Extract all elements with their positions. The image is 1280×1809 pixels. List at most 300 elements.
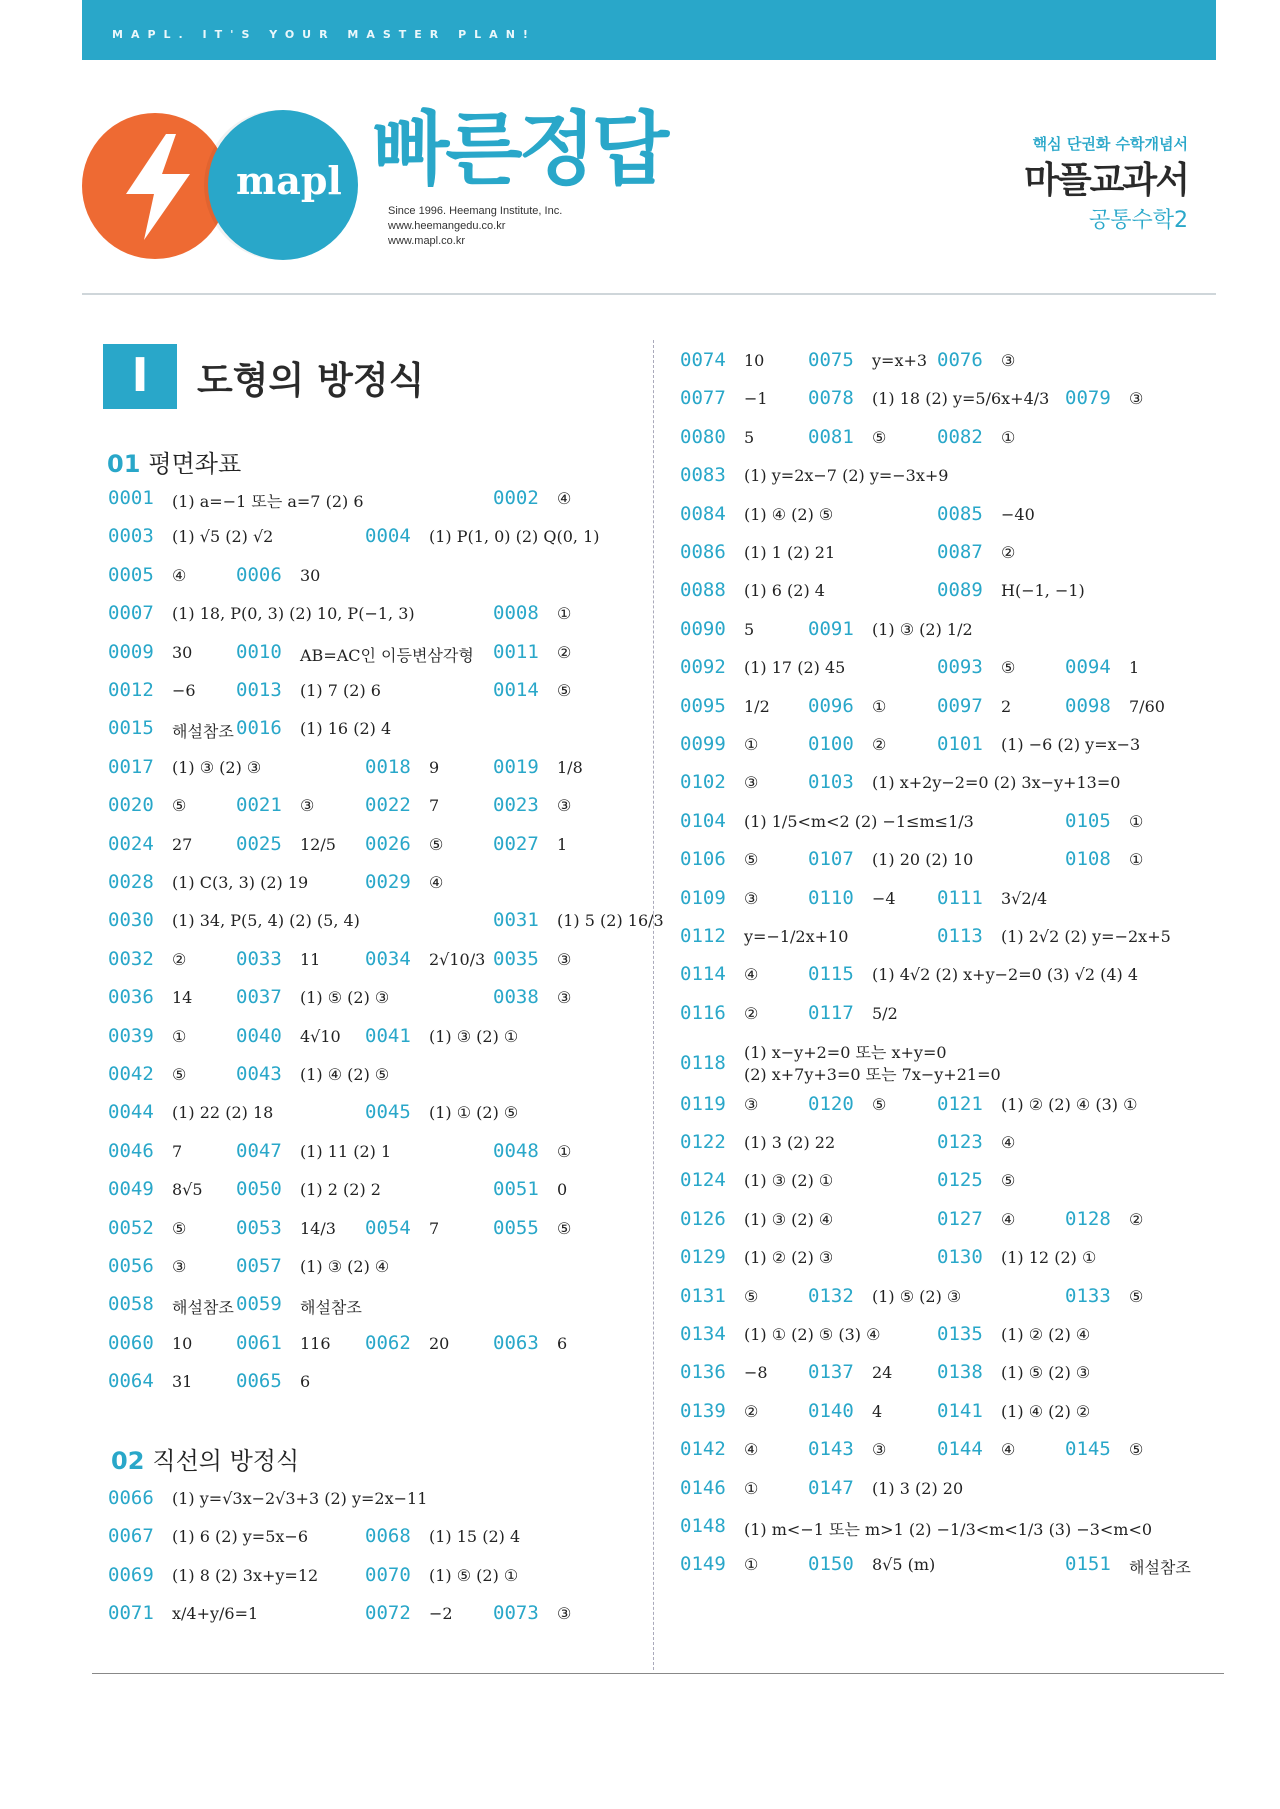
answer-value: (1) 17 (2) 45: [744, 658, 846, 678]
problem-number: 0133: [1065, 1284, 1111, 1307]
problem-number: 0058: [108, 1293, 154, 1316]
answer-entry: [937, 579, 1085, 602]
problem-number: 0146: [680, 1476, 726, 1499]
answer-entry: [680, 1476, 759, 1499]
problem-number: 0135: [937, 1323, 983, 1345]
answer-value: −6: [172, 681, 196, 700]
problem-number: 0034: [365, 947, 411, 970]
answer-line: (2) x+7y+3=0 또는 7x−y+21=0: [744, 1065, 1001, 1085]
problem-number: 0080: [680, 425, 726, 448]
answer-value: (1) ③ (2) ①: [744, 1171, 834, 1191]
problem-number: 0115: [808, 963, 854, 986]
problem-number: 0014: [493, 679, 539, 701]
publisher-line: www.heemangedu.co.kr: [388, 220, 506, 232]
problem-number: 0003: [108, 525, 154, 548]
publisher-line: www.mapl.co.kr: [388, 235, 466, 247]
problem-number: 0007: [108, 602, 154, 625]
answer-row: [0, 387, 1280, 417]
problem-number: 0128: [1065, 1207, 1111, 1230]
answer-entry: [937, 502, 1035, 525]
answer-entry: [680, 1001, 759, 1024]
problem-number: 0150: [808, 1553, 854, 1576]
problem-number: 0097: [937, 694, 983, 717]
answer-value: ⑤: [872, 427, 887, 447]
problem-number: 0134: [680, 1323, 726, 1345]
problem-number: 0026: [365, 832, 411, 855]
answer-value: 해설참조: [172, 1298, 234, 1318]
answer-row: [0, 579, 1280, 609]
answer-value: 1/8: [557, 757, 583, 777]
problem-number: 0024: [108, 832, 154, 855]
answer-value: y=−1/2x+10: [744, 927, 849, 946]
answer-value: ②: [172, 949, 187, 969]
answer-row: [0, 1169, 1280, 1199]
answer-value: 1: [557, 834, 568, 854]
answer-value: (1) 6 (2) y=5x−6: [172, 1527, 308, 1547]
answer-value: (1) 6 (2) 4: [744, 581, 825, 601]
problem-number: 0095: [680, 694, 726, 717]
problem-number: 0052: [108, 1216, 154, 1239]
problem-number: 0055: [493, 1216, 539, 1239]
answer-entry: [808, 771, 1121, 794]
problem-number: 0085: [937, 502, 983, 525]
chapter-number: I: [131, 348, 149, 402]
answer-value: (1) ② (2) ④ (3) ①: [1001, 1094, 1138, 1114]
answer-entry: [808, 1001, 898, 1024]
answer-value: (1) 16 (2) 4: [300, 719, 392, 739]
problem-number: 0139: [680, 1399, 726, 1422]
answer-entry: [680, 1361, 768, 1384]
answer-value: ③: [557, 988, 572, 1008]
problem-number: 0084: [680, 502, 726, 525]
problem-number: 0030: [108, 909, 154, 932]
answer-value: (1) 1/5<m<2 (2) −1≤m≤1/3: [744, 811, 974, 831]
footer-divider: [92, 1673, 1224, 1674]
answer-value: 6: [557, 1333, 568, 1353]
answer-row: [0, 925, 1280, 955]
problem-number: 0081: [808, 425, 854, 448]
answer-value: 14/3: [300, 1218, 336, 1238]
answer-entry: [680, 349, 765, 371]
answer-value: ②: [744, 1401, 759, 1421]
problem-number: 0037: [236, 986, 282, 1009]
problem-number: 0062: [365, 1331, 411, 1354]
answer-value: (1) 18, P(0, 3) (2) 10, P(−1, 3): [172, 604, 415, 624]
problem-number: 0151: [1065, 1553, 1111, 1576]
problem-number: 0013: [236, 679, 282, 701]
problem-number: 0044: [108, 1101, 154, 1124]
problem-number: 0002: [493, 487, 539, 509]
section-number: 02: [111, 1447, 145, 1475]
answer-row: [0, 733, 1280, 763]
problem-number: 0019: [493, 755, 539, 778]
problem-number: 0043: [236, 1063, 282, 1085]
answer-row: [0, 349, 1280, 379]
problem-number: 0103: [808, 771, 854, 794]
problem-number: 0042: [108, 1063, 154, 1085]
answer-entry: [937, 1207, 1016, 1230]
answer-value: (1) 4√2 (2) x+y−2=0 (3) √2 (4) 4: [872, 965, 1139, 985]
answer-value: y=x+3: [872, 351, 928, 370]
answer-entry: [680, 809, 974, 832]
problem-number: 0109: [680, 886, 726, 909]
answer-value: (1) 20 (2) 10: [872, 850, 974, 870]
answer-entry: [808, 1438, 887, 1461]
answer-value: (1) a=−1 또는 a=7 (2) 6: [172, 492, 364, 511]
answer-entry: [680, 1040, 1001, 1085]
problem-number: 0138: [937, 1361, 983, 1384]
answer-row: [0, 1553, 1280, 1583]
answer-value: (1) m<−1 또는 m>1 (2) −1/3<m<1/3 (3) −3<m<0: [744, 1520, 1153, 1539]
problem-number: 0116: [680, 1001, 726, 1024]
problem-number: 0036: [108, 986, 154, 1009]
problem-number: 0083: [680, 464, 726, 487]
problem-number: 0094: [1065, 656, 1111, 679]
problem-number: 0046: [108, 1139, 154, 1162]
problem-number: 0120: [808, 1092, 854, 1115]
answer-value: 30: [300, 565, 321, 585]
answer-entry: [680, 1323, 881, 1345]
answer-entry: [680, 925, 849, 947]
problem-number: 0110: [808, 886, 854, 909]
problem-number: 0148: [680, 1515, 726, 1537]
answer-value: 2: [1001, 696, 1012, 716]
problem-number: 0131: [680, 1284, 726, 1307]
answer-value: (1) 7 (2) 6: [300, 681, 381, 700]
problem-number: 0087: [937, 541, 983, 563]
answer-value: ①: [744, 1555, 759, 1575]
answer-value: ⑤: [744, 850, 759, 870]
problem-number: 0050: [236, 1178, 282, 1201]
answer-value: ③: [557, 949, 572, 969]
answer-entry: [680, 541, 836, 563]
answer-value: (1) ⑤ (2) ③: [872, 1286, 962, 1306]
answer-row: [0, 464, 1280, 494]
answer-entry: [808, 425, 887, 448]
answer-entry: [680, 733, 759, 755]
answer-value: 7/60: [1129, 696, 1165, 716]
answer-entry: [680, 502, 834, 525]
answer-value: ①: [1001, 427, 1016, 447]
answer-value: 6: [300, 1372, 311, 1392]
problem-number: 0059: [236, 1293, 282, 1316]
problem-number: 0130: [937, 1246, 983, 1269]
answer-entry: [1065, 1284, 1144, 1307]
answer-entry: [680, 387, 768, 410]
answer-value: 7: [429, 1218, 440, 1238]
answer-entry: [937, 1323, 1091, 1345]
answer-entry: [1065, 387, 1144, 410]
answer-value: (1) ③ (2) ④: [300, 1257, 390, 1276]
problem-number: 0006: [236, 563, 282, 586]
answer-value: 31: [172, 1372, 193, 1392]
problem-number: 0018: [365, 755, 411, 778]
answer-entry: [937, 541, 1016, 563]
answer-value: 해설참조: [1129, 1558, 1191, 1578]
answer-entry: [493, 1602, 572, 1625]
problem-number: 0149: [680, 1553, 726, 1576]
answer-entry: [937, 1131, 1016, 1153]
answer-entry: [808, 1476, 964, 1499]
problem-number: 0123: [937, 1131, 983, 1153]
answer-value: 4: [872, 1401, 883, 1421]
problem-number: 0064: [108, 1370, 154, 1393]
header-divider: [82, 293, 1216, 295]
answer-value: 7: [429, 796, 440, 816]
answer-entry: [937, 1246, 1097, 1269]
answer-row: [0, 1400, 1280, 1430]
problem-number: 0127: [937, 1207, 983, 1230]
answer-row: [0, 1040, 1280, 1084]
answer-entry: [937, 425, 1016, 448]
problem-number: 0063: [493, 1331, 539, 1354]
top-banner: [82, 0, 1216, 60]
answer-entry: [808, 1399, 883, 1422]
problem-number: 0077: [680, 387, 726, 410]
answer-value: (1) 22 (2) 18: [172, 1103, 274, 1123]
answer-entry: [937, 1399, 1091, 1422]
answer-value: ③: [300, 796, 315, 816]
problem-number: 0069: [108, 1563, 154, 1586]
problem-number: 0143: [808, 1438, 854, 1461]
problem-number: 0113: [937, 925, 983, 947]
answer-value: (1) −6 (2) y=x−3: [1001, 735, 1141, 754]
answer-value: ①: [872, 696, 887, 716]
problem-number: 0100: [808, 733, 854, 755]
problem-number: 0142: [680, 1438, 726, 1461]
answer-value: 2√10/3: [429, 949, 486, 969]
answer-value: ④: [744, 965, 759, 985]
answer-entry: [680, 617, 755, 640]
answer-value: (1) √5 (2) √2: [172, 527, 274, 547]
answer-entry: [1065, 1553, 1191, 1578]
answer-value: 8√5: [172, 1180, 203, 1200]
answer-entry: [808, 848, 974, 871]
answer-value: ③: [557, 796, 572, 816]
problem-number: 0112: [680, 925, 726, 947]
answer-value: (1) x+2y−2=0 (2) 3x−y+13=0: [872, 773, 1121, 793]
problem-number: 0114: [680, 963, 726, 986]
answer-value: H(−1, −1): [1001, 581, 1085, 601]
problem-number: 0106: [680, 848, 726, 871]
problem-number: 0092: [680, 656, 726, 679]
answer-value: −1: [744, 389, 768, 409]
logo-text: mapl: [236, 158, 342, 203]
problem-number: 0074: [680, 349, 726, 371]
problem-number: 0025: [236, 832, 282, 855]
answer-value: (1) ① (2) ⑤ (3) ④: [744, 1325, 881, 1344]
answer-value: 1: [1129, 658, 1140, 678]
answer-value: (1) ④ (2) ⑤: [300, 1065, 390, 1084]
answer-value: (1) C(3, 3) (2) 19: [172, 873, 309, 892]
answer-row: [0, 503, 1280, 533]
answer-entry: [680, 464, 949, 487]
answer-value: ④: [744, 1440, 759, 1460]
answer-value: (1) 34, P(5, 4) (2) (5, 4): [172, 911, 360, 931]
problem-number: 0009: [108, 640, 154, 663]
problem-number: 0121: [937, 1092, 983, 1115]
problem-number: 0060: [108, 1331, 154, 1354]
problem-number: 0015: [108, 717, 154, 740]
answer-entry: [1065, 656, 1140, 679]
answer-value: ⑤: [1001, 1171, 1016, 1191]
answer-value: (1) y=2x−7 (2) y=−3x+9: [744, 466, 949, 486]
problem-number: 0012: [108, 679, 154, 701]
answer-value: AB=AC인 이등변삼각형: [300, 645, 474, 665]
answer-value: 11: [300, 949, 321, 969]
answer-line: (1) x−y+2=0 또는 x+y=0: [744, 1043, 947, 1063]
problem-number: 0147: [808, 1476, 854, 1499]
problem-number: 0136: [680, 1361, 726, 1384]
problem-number: 0010: [236, 640, 282, 663]
answer-entry: [808, 963, 1139, 986]
answer-value: (1) ③ (2) ④: [744, 1209, 834, 1229]
answer-entry: [808, 387, 1050, 410]
answer-row: [0, 695, 1280, 725]
problem-number: 0141: [937, 1399, 983, 1422]
problem-number: 0056: [108, 1255, 154, 1277]
answer-entry: [680, 1131, 836, 1153]
problem-number: 0066: [108, 1487, 154, 1509]
answer-entry: [680, 1438, 759, 1461]
answer-entry: [937, 733, 1141, 755]
answer-entry: [680, 771, 759, 794]
problem-number: 0027: [493, 832, 539, 855]
problem-number: 0073: [493, 1602, 539, 1625]
answer-value: 해설참조: [172, 722, 234, 742]
problem-number: 0099: [680, 733, 726, 755]
problem-number: 0132: [808, 1284, 854, 1307]
answer-value: ⑤: [744, 1286, 759, 1306]
publisher-info: [388, 204, 562, 249]
answer-value: ⑤: [1129, 1440, 1144, 1460]
answer-value: 7: [172, 1141, 183, 1161]
answer-row: [0, 1323, 1280, 1353]
answer-value: ①: [1129, 850, 1144, 870]
answer-value: 30: [172, 642, 193, 662]
problem-number: 0035: [493, 947, 539, 970]
problem-number: 0091: [808, 617, 854, 640]
answer-value: (1) 18 (2) y=5/6x+4/3: [872, 389, 1050, 409]
answer-entry: [937, 925, 1171, 947]
answer-row: [0, 848, 1280, 878]
banner-text: MAPL. IT'S YOUR MASTER PLAN!: [112, 28, 536, 41]
answer-entry: [1065, 848, 1144, 871]
problem-number: 0089: [937, 579, 983, 602]
answer-value: 27: [172, 834, 193, 854]
problem-number: 0011: [493, 640, 539, 663]
answer-value: 10: [172, 1333, 193, 1353]
problem-number: 0001: [108, 487, 154, 509]
answer-value: −4: [872, 888, 896, 908]
answer-value: ③: [744, 1094, 759, 1114]
answer-value: 3√2/4: [1001, 888, 1048, 908]
answer-value: (1) 8 (2) 3x+y=12: [172, 1565, 319, 1585]
answer-value: 0: [557, 1180, 568, 1200]
answer-value: 24: [872, 1363, 893, 1383]
answer-row: [0, 1131, 1280, 1161]
answer-entry: [680, 1092, 759, 1115]
lightning-bolt-icon: [118, 132, 198, 242]
problem-number: 0038: [493, 986, 539, 1009]
problem-number: 0031: [493, 909, 539, 932]
problem-number: 0117: [808, 1001, 854, 1024]
section-number: 01: [107, 450, 141, 478]
problem-number: 0145: [1065, 1438, 1111, 1461]
problem-number: 0107: [808, 848, 854, 871]
answer-value: 5: [744, 619, 755, 639]
answer-value: ⑤: [172, 1218, 187, 1238]
problem-number: 0129: [680, 1246, 726, 1269]
problem-number: 0067: [108, 1525, 154, 1548]
answer-value: ⑤: [1129, 1286, 1144, 1306]
answer-value: ③: [872, 1440, 887, 1460]
answer-entry: [937, 349, 1016, 371]
problem-number: 0075: [808, 349, 854, 371]
answer-entry: [808, 1361, 893, 1384]
problem-number: 0088: [680, 579, 726, 602]
answer-value: ①: [1129, 811, 1144, 831]
answer-value: [744, 1042, 1001, 1086]
answer-value: ①: [744, 1478, 759, 1498]
answer-entry: [808, 733, 887, 755]
answer-value: (1) ③ (2) ③: [172, 757, 262, 777]
problem-number: 0140: [808, 1399, 854, 1422]
problem-number: 0039: [108, 1024, 154, 1047]
problem-number: 0008: [493, 602, 539, 625]
answer-row: [0, 1438, 1280, 1468]
problem-number: 0118: [680, 1052, 726, 1075]
answer-value: (1) 5 (2) 16/3: [557, 911, 664, 931]
problem-number: 0090: [680, 617, 726, 640]
answer-row: [0, 618, 1280, 648]
answer-entry: [1065, 809, 1144, 832]
answer-entry: [808, 1092, 887, 1115]
answer-value: (1) 3 (2) 20: [872, 1478, 964, 1498]
answer-value: ⑤: [1001, 658, 1016, 678]
answer-value: 해설참조: [300, 1298, 362, 1318]
series-name: 마플교과서: [1024, 160, 1188, 201]
answer-entry: [680, 1207, 834, 1230]
answer-value: (1) ③ (2) ①: [429, 1026, 519, 1046]
problem-number: 0057: [236, 1255, 282, 1277]
answer-value: −40: [1001, 504, 1035, 524]
answer-row: [0, 1285, 1280, 1315]
answer-value: (1) ⑤ (2) ③: [300, 988, 390, 1008]
answer-value: (1) 15 (2) 4: [429, 1527, 521, 1547]
answer-entry: [1065, 1438, 1144, 1461]
answer-entry: [680, 1246, 834, 1269]
problem-number: 0041: [365, 1024, 411, 1047]
answer-value: 12/5: [300, 834, 336, 854]
answer-value: ③: [1001, 351, 1016, 370]
answer-row: [0, 656, 1280, 686]
answer-value: 5/2: [872, 1003, 898, 1023]
problem-number: 0098: [1065, 694, 1111, 717]
answer-value: ④: [1001, 1440, 1016, 1460]
answer-entry: [680, 1399, 759, 1422]
answer-value: (1) ① (2) ⑤: [429, 1103, 519, 1123]
answer-row: [0, 810, 1280, 840]
answer-value: 1/2: [744, 696, 770, 716]
section-title: 직선의 방정식: [152, 1447, 300, 1475]
answer-row: [0, 1208, 1280, 1238]
answer-row: [0, 1602, 1280, 1632]
publisher-line: Since 1996. Heemang Institute, Inc.: [388, 205, 563, 217]
problem-number: 0017: [108, 755, 154, 778]
problem-number: 0051: [493, 1178, 539, 1201]
problem-number: 0068: [365, 1525, 411, 1548]
